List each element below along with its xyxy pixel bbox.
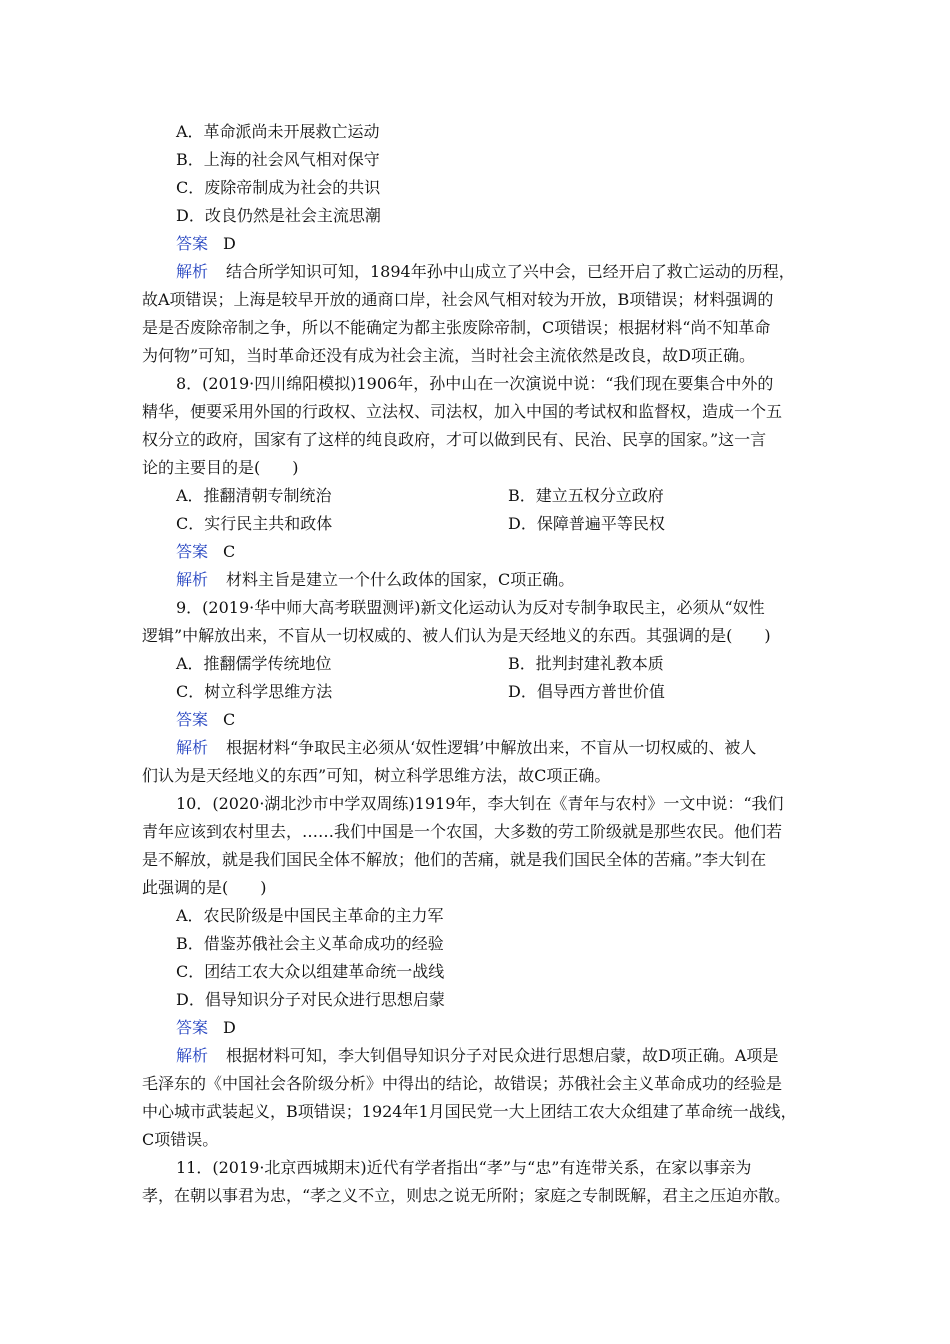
question-stem-line: 论的主要目的是( ) xyxy=(142,458,299,477)
question-stem-line: 此强调的是( ) xyxy=(142,878,267,897)
answer-value: D xyxy=(223,234,236,253)
answer-value: D xyxy=(223,1018,236,1037)
question-stem: 8．(2019·四川绵阳模拟)1906年，孙中山在一次演说中说：“我们现在要集合中外的 xyxy=(176,374,774,393)
analysis-line: 们认为是天经地义的东西”可知，树立科学思维方法，故C项正确。 xyxy=(142,766,611,785)
answer-row xyxy=(0,706,950,734)
option-c: C．实行民主共和政体 xyxy=(176,514,333,533)
answer-value: C xyxy=(223,542,236,561)
analysis-text: 结合所学知识可知，1894年孙中山成立了兴中会，已经开启了救亡运动的历程， xyxy=(226,262,795,281)
analysis-text: 根据材料“争取民主必须从‘奴性逻辑’中解放出来，不盲从一切权威的、被人 xyxy=(226,738,757,757)
answer-label: 答案 xyxy=(176,234,209,253)
answer-row xyxy=(0,230,950,258)
analysis-label: 解析 xyxy=(176,1046,209,1065)
option-a: A．革命派尚未开展救亡运动 xyxy=(176,122,380,141)
answer-value: C xyxy=(223,710,236,729)
option-row xyxy=(0,482,950,510)
answer-row xyxy=(0,538,950,566)
analysis-line: 为何物”可知，当时革命还没有成为社会主流，当时社会主流依然是改良，故D项正确。 xyxy=(142,346,756,365)
option-row xyxy=(0,678,950,706)
option-d: D．倡导知识分子对民众进行思想启蒙 xyxy=(176,990,445,1009)
option-d: D．改良仍然是社会主流思潮 xyxy=(176,206,381,225)
option-b: B．建立五权分立政府 xyxy=(508,486,664,505)
option-d: D．保障普遍平等民权 xyxy=(508,514,665,533)
option-b: B．上海的社会风气相对保守 xyxy=(176,150,380,169)
option-d: D．倡导西方普世价值 xyxy=(508,682,665,701)
analysis-label: 解析 xyxy=(176,262,209,281)
analysis-row xyxy=(0,734,950,762)
question-stem-line: 孝，在朝以事君为忠，“孝之义不立，则忠之说无所附；家庭之专制既解，君主之压迫亦散。 xyxy=(142,1186,791,1205)
option-b: B．借鉴苏俄社会主义革命成功的经验 xyxy=(176,934,444,953)
option-a: A．推翻儒学传统地位 xyxy=(176,654,332,673)
option-a: A．农民阶级是中国民主革命的主力军 xyxy=(176,906,444,925)
question-stem-line: 逻辑”中解放出来，不盲从一切权威的、被人们认为是天经地义的东西。其强调的是( ) xyxy=(142,626,771,645)
answer-label: 答案 xyxy=(176,710,209,729)
analysis-line: 中心城市武装起义，B项错误；1924年1月国民党一大上团结工农大众组建了革命统一战线， xyxy=(142,1102,797,1121)
answer-label: 答案 xyxy=(176,542,209,561)
option-a: A．推翻清朝专制统治 xyxy=(176,486,332,505)
analysis-line: 是是否废除帝制之争，所以不能确定为都主张废除帝制，C项错误；根据材料“尚不知革命 xyxy=(142,318,771,337)
option-b: B．批判封建礼教本质 xyxy=(508,654,664,673)
question-stem-line: 权分立的政府，国家有了这样的纯良政府，才可以做到民有、民治、民享的国家。”这一言 xyxy=(142,430,767,449)
option-c: C．树立科学思维方法 xyxy=(176,682,333,701)
analysis-row xyxy=(0,258,950,286)
question-stem: 9．(2019·华中师大高考联盟测评)新文化运动认为反对专制争取民主，必须从“奴性 xyxy=(176,598,765,617)
option-row xyxy=(0,510,950,538)
analysis-line: C项错误。 xyxy=(142,1130,219,1149)
option-c: C．废除帝制成为社会的共识 xyxy=(176,178,381,197)
analysis-label: 解析 xyxy=(176,570,209,589)
question-stem-line: 青年应该到农村里去，……我们中国是一个农国，大多数的劳工阶级就是那些农民。他们若 xyxy=(142,822,783,841)
option-c: C．团结工农大众以组建革命统一战线 xyxy=(176,962,445,981)
analysis-line: 毛泽东的《中国社会各阶级分析》中得出的结论，故错误；苏俄社会主义革命成功的经验是 xyxy=(142,1074,783,1093)
analysis-label: 解析 xyxy=(176,738,209,757)
answer-row xyxy=(0,1014,950,1042)
question-stem: 10．(2020·湖北沙市中学双周练)1919年，李大钊在《青年与农村》一文中说：“我们 xyxy=(176,794,784,813)
analysis-text: 材料主旨是建立一个什么政体的国家，C项正确。 xyxy=(226,570,575,589)
question-stem-line: 是不解放，就是我们国民全体不解放；他们的苦痛，就是我们国民全体的苦痛。”李大钊在 xyxy=(142,850,767,869)
option-row xyxy=(0,650,950,678)
analysis-row xyxy=(0,1042,950,1070)
analysis-text: 根据材料可知，李大钊倡导知识分子对民众进行思想启蒙，故D项正确。A项是 xyxy=(226,1046,779,1065)
question-stem: 11．(2019·北京西城期末)近代有学者指出“孝”与“忠”有连带关系，在家以事亲为 xyxy=(176,1158,752,1177)
analysis-line: 故A项错误；上海是较早开放的通商口岸，社会风气相对较为开放，B项错误；材料强调的 xyxy=(142,290,774,309)
analysis-row xyxy=(0,566,950,594)
answer-label: 答案 xyxy=(176,1018,209,1037)
question-stem-line: 精华，便要采用外国的行政权、立法权、司法权，加入中国的考试权和监督权，造成一个五 xyxy=(142,402,783,421)
